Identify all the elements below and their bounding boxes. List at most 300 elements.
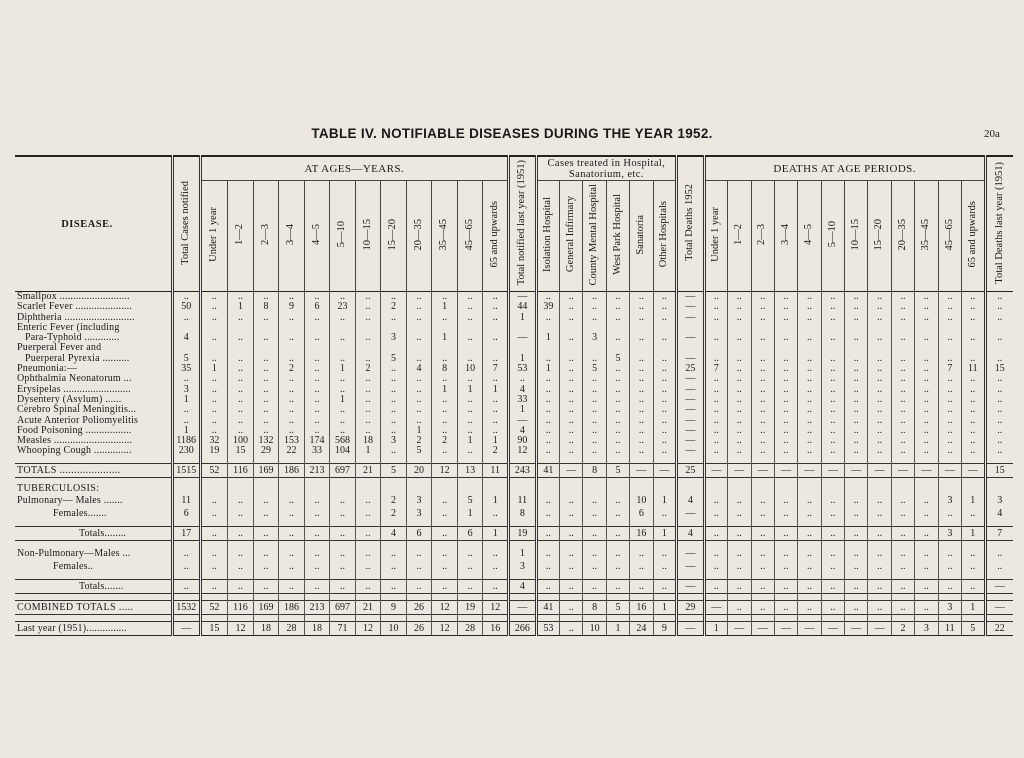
table-cell: .. [536,395,559,405]
table-cell [962,594,986,601]
table-cell: .. [172,374,200,384]
table-cell: .. [962,292,986,303]
table-cell: 28 [279,622,305,636]
table-cell [606,594,629,601]
table-cell: .. [253,333,279,343]
table-cell [868,484,891,494]
table-cell: .. [891,374,914,384]
table-cell [962,323,986,333]
table-cell: .. [915,405,938,415]
table-cell: .. [228,354,254,364]
table-cell [583,594,606,601]
table-cell: .. [560,507,583,520]
table-cell [630,343,653,353]
table-cell [704,484,727,494]
table-cell: .. [355,507,381,520]
table-cell: .. [432,580,458,594]
table-cell: .. [798,385,821,395]
table-cell: .. [774,580,797,594]
table-cell: .. [630,426,653,436]
table-cell: .. [228,527,254,541]
table-cell: — [751,622,774,636]
table-cell [821,343,844,353]
disease-name: Acute Anterior Poliomyelitis [17,415,139,426]
table-cell: .. [751,364,774,374]
table-cell: 3 [938,601,961,615]
table-cell: .. [304,333,330,343]
table-cell: .. [200,507,228,520]
table-cell: .. [704,527,727,541]
table-cell: .. [200,416,228,426]
table-cell: .. [228,494,254,507]
table-cell: .. [200,426,228,436]
table-cell: 4 [677,527,705,541]
table-cell: 8 [583,601,606,615]
table-cell: 41 [536,601,559,615]
table-cell [509,594,537,601]
table-cell: .. [728,333,751,343]
death-age-col-header: 1—2 [728,181,751,292]
table-cell: 3 [509,560,537,573]
table-cell: 7 [938,364,961,374]
table-cell: .. [253,426,279,436]
table-cell: .. [279,374,305,384]
death-age-col-header: 65 and upwards [962,181,986,292]
table-cell: .. [536,405,559,415]
table-cell: 8 [583,463,606,477]
total-notified-last-year-header: Total notified last year (1951) [509,156,537,292]
table-cell: .. [560,560,583,573]
table-cell: .. [606,302,629,312]
table-cell: .. [704,302,727,312]
table-cell: .. [200,405,228,415]
table-cell: 44 [509,302,537,312]
table-cell: .. [704,292,727,303]
table-cell: .. [355,416,381,426]
page-number: 20a [984,128,1000,140]
table-cell: .. [821,416,844,426]
table-cell: 2 [432,436,458,446]
table-cell: 7 [985,527,1013,541]
table-cell: — [677,385,705,395]
table-cell: .. [583,313,606,323]
age-col-header: 45—65 [457,181,483,292]
table-cell [845,594,868,601]
table-cell: .. [891,364,914,374]
table-cell: .. [457,446,483,456]
table-cell: — [677,354,705,364]
disease-name: TOTALS ..................... [15,463,172,477]
table-cell: .. [630,436,653,446]
table-cell: 41 [536,463,559,477]
table-cell: .. [253,507,279,520]
table-row [15,374,1013,384]
table-cell: — [677,374,705,384]
table-cell: .. [985,547,1013,560]
table-cell: .. [330,507,356,520]
table-cell: .. [938,302,961,312]
table-cell [355,594,381,601]
table-cell: — [728,622,751,636]
table-cell [200,594,228,601]
table-cell [915,343,938,353]
table-cell: .. [483,354,509,364]
table-cell: .. [774,395,797,405]
table-cell: .. [821,547,844,560]
table-cell: .. [751,426,774,436]
table-cell: .. [962,405,986,415]
table-cell: .. [406,302,432,312]
table-cell: .. [821,494,844,507]
table-cell: .. [228,333,254,343]
table-cell: .. [962,395,986,405]
table-cell: — [985,580,1013,594]
death-age-col-header: 5—10 [821,181,844,292]
table-cell [509,343,537,353]
table-cell: .. [728,313,751,323]
table-cell: .. [536,527,559,541]
table-cell: .. [798,426,821,436]
table-cell: .. [483,507,509,520]
table-cell: .. [653,436,676,446]
table-cell: 5 [457,494,483,507]
table-cell [653,594,676,601]
table-cell: .. [432,446,458,456]
table-cell: .. [704,313,727,323]
table-cell: .. [304,364,330,374]
table-cell: .. [304,507,330,520]
table-cell: 3 [583,333,606,343]
table-cell: .. [406,374,432,384]
table-cell: .. [728,580,751,594]
table-cell: .. [845,313,868,323]
table-cell: .. [821,354,844,364]
table-cell: .. [583,292,606,303]
table-cell: .. [821,507,844,520]
table-cell: .. [606,364,629,374]
table-cell: — [509,416,537,426]
table-cell: 10 [457,364,483,374]
table-cell: .. [845,374,868,384]
table-cell: .. [253,580,279,594]
table-cell: — [677,446,705,456]
table-cell: .. [172,547,200,560]
table-cell [606,615,629,622]
table-cell [774,343,797,353]
table-cell: .. [845,494,868,507]
table-cell [653,615,676,622]
table-cell: .. [774,405,797,415]
table-cell: .. [751,547,774,560]
table-cell: 1 [228,302,254,312]
table-cell: 266 [509,622,537,636]
table-cell: .. [962,385,986,395]
table-cell: .. [457,405,483,415]
table-cell: .. [938,547,961,560]
table-cell: 11 [509,494,537,507]
table-cell: .. [630,385,653,395]
table-cell: .. [962,446,986,456]
table-cell: .. [560,580,583,594]
table-cell: .. [915,446,938,456]
table-cell: .. [483,374,509,384]
table-cell: 1 [172,395,200,405]
table-cell: .. [432,354,458,364]
table-cell: .. [381,580,407,594]
table-cell [606,484,629,494]
table-cell: .. [798,560,821,573]
table-cell [172,615,200,622]
table-cell: 12 [509,446,537,456]
table-cell: .. [253,374,279,384]
table-cell: .. [891,385,914,395]
table-cell: 71 [330,622,356,636]
table-cell: .. [279,580,305,594]
table-cell: 1 [432,333,458,343]
table-row [15,385,1013,395]
table-cell: .. [938,333,961,343]
table-cell: — [677,426,705,436]
table-cell: .. [606,547,629,560]
table-cell: .. [915,302,938,312]
table-cell: 174 [304,436,330,446]
table-cell: .. [751,333,774,343]
table-cell: .. [560,364,583,374]
table-cell: .. [774,507,797,520]
table-cell [483,594,509,601]
table-cell: .. [728,601,751,615]
table-cell: .. [798,494,821,507]
table-cell [751,594,774,601]
table-cell: .. [200,302,228,312]
disease-name: Scarlet Fever ..................... [17,302,133,313]
table-cell: 12 [432,601,458,615]
table-cell: .. [704,547,727,560]
table-cell: 1 [457,385,483,395]
table-cell: .. [938,313,961,323]
table-cell: .. [432,416,458,426]
table-cell: 19 [457,601,483,615]
table-cell: — [891,463,914,477]
table-cell: .. [704,405,727,415]
table-cell [560,615,583,622]
table-cell: 24 [630,622,653,636]
table-cell: .. [728,385,751,395]
table-cell: .. [406,333,432,343]
table-cell: .. [536,374,559,384]
table-cell: .. [653,292,676,303]
table-cell [774,323,797,333]
table-cell: 169 [253,601,279,615]
table-cell: .. [985,354,1013,364]
table-cell: .. [891,333,914,343]
table-row [15,416,1013,426]
table-cell [279,615,305,622]
table-cell: .. [381,416,407,426]
table-cell: .. [891,507,914,520]
table-cell: 5 [606,601,629,615]
table-cell [845,484,868,494]
table-cell: .. [200,333,228,343]
table-cell: 1 [457,436,483,446]
table-cell: .. [868,527,891,541]
table-cell: .. [774,527,797,541]
table-cell: .. [583,507,606,520]
table-cell: .. [821,580,844,594]
table-cell: .. [228,395,254,405]
table-cell [915,484,938,494]
table-cell: .. [915,436,938,446]
table-cell: .. [200,580,228,594]
table-cell: .. [172,313,200,323]
table-cell [330,615,356,622]
table-row [15,405,1013,415]
table-cell: .. [868,292,891,303]
table-cell: 1 [432,302,458,312]
table-cell: .. [774,446,797,456]
table-cell: 1 [330,395,356,405]
table-cell: .. [751,313,774,323]
table-cell: — [677,302,705,312]
table-cell: 5 [962,622,986,636]
table-cell: .. [891,580,914,594]
table-cell: 2 [279,364,305,374]
table-cell: .. [536,354,559,364]
table-cell: 12 [355,622,381,636]
table-cell: .. [172,405,200,415]
table-cell: .. [915,580,938,594]
table-cell: 4 [677,494,705,507]
death-age-col-header: 45—65 [938,181,961,292]
table-cell: 9 [653,622,676,636]
table-cell: .. [868,364,891,374]
table-cell [868,323,891,333]
table-cell: .. [583,302,606,312]
table-cell: 50 [172,302,200,312]
page-title: TABLE IV. NOTIFIABLE DISEASES DURING THE YEAR 1952. [311,126,713,141]
table-cell: .. [728,395,751,405]
table-cell: .. [172,416,200,426]
table-cell: .. [560,494,583,507]
table-cell: .. [985,374,1013,384]
table-cell: 1 [536,364,559,374]
table-cell: .. [868,580,891,594]
disease-name: Erysipelas ......................... [17,384,131,395]
table-cell: .. [457,395,483,405]
table-cell: .. [483,580,509,594]
table-cell: .. [560,416,583,426]
table-cell [253,484,279,494]
table-cell [798,343,821,353]
table-cell [304,615,330,622]
table-cell: .. [228,560,254,573]
table-cell: .. [630,580,653,594]
table-cell [583,484,606,494]
age-col-header: 20—35 [406,181,432,292]
table-row [15,343,1013,353]
table-cell: .. [228,313,254,323]
table-cell: 1 [483,527,509,541]
table-cell: .. [583,547,606,560]
table-cell: .. [774,364,797,374]
table-cell: .. [868,601,891,615]
table-cell: .. [915,313,938,323]
table-cell: .. [938,292,961,303]
table-cell: 19 [509,527,537,541]
table-cell: .. [630,333,653,343]
table-cell: — [774,463,797,477]
table-cell: 11 [938,622,961,636]
table-cell: 3 [381,436,407,446]
table-cell: .. [355,405,381,415]
table-cell: .. [406,580,432,594]
table-cell: .. [279,507,305,520]
table-cell: .. [751,436,774,446]
table-row [15,354,1013,364]
table-cell: .. [457,292,483,303]
table-cell: 25 [677,364,705,374]
table-cell: .. [774,416,797,426]
table-cell [798,594,821,601]
table-cell: 2 [381,494,407,507]
table-cell: — [985,601,1013,615]
table-cell: 1186 [172,436,200,446]
table-cell: .. [868,405,891,415]
table-cell [985,323,1013,333]
table-cell: 104 [330,446,356,456]
table-cell: .. [560,374,583,384]
table-cell: .. [330,426,356,436]
table-cell: — [509,292,537,303]
table-cell: .. [774,547,797,560]
table-cell: .. [483,416,509,426]
table-cell [630,594,653,601]
table-cell: .. [704,494,727,507]
table-cell: 3 [172,385,200,395]
disease-name: Totals....... [15,580,172,594]
table-cell: .. [406,292,432,303]
table-cell: .. [630,364,653,374]
total-cases-notified-header: Total Cases notified [172,156,200,292]
table-cell: — [798,622,821,636]
table-cell: 697 [330,601,356,615]
table-cell: 12 [483,601,509,615]
table-cell: .. [653,416,676,426]
table-cell: 1 [483,494,509,507]
table-cell: .. [630,374,653,384]
hospital-col-header: Sanatoria [630,181,653,292]
combined-totals-row [15,601,1013,615]
table-cell: 4 [381,527,407,541]
table-cell: 17 [172,527,200,541]
table-cell [677,323,705,333]
table-cell [751,615,774,622]
table-cell [583,615,606,622]
table-cell: .. [845,405,868,415]
table-cell: — [677,395,705,405]
table-cell: .. [630,292,653,303]
table-cell: .. [774,436,797,446]
age-col-header: 65 and upwards [483,181,509,292]
table-cell: .. [845,580,868,594]
disease-name: TUBERCULOSIS: [17,483,100,494]
table-cell: .. [962,333,986,343]
table-cell: .. [938,507,961,520]
table-cell: .. [728,507,751,520]
table-cell: 5 [172,354,200,364]
table-cell: .. [279,354,305,364]
table-cell: .. [200,560,228,573]
